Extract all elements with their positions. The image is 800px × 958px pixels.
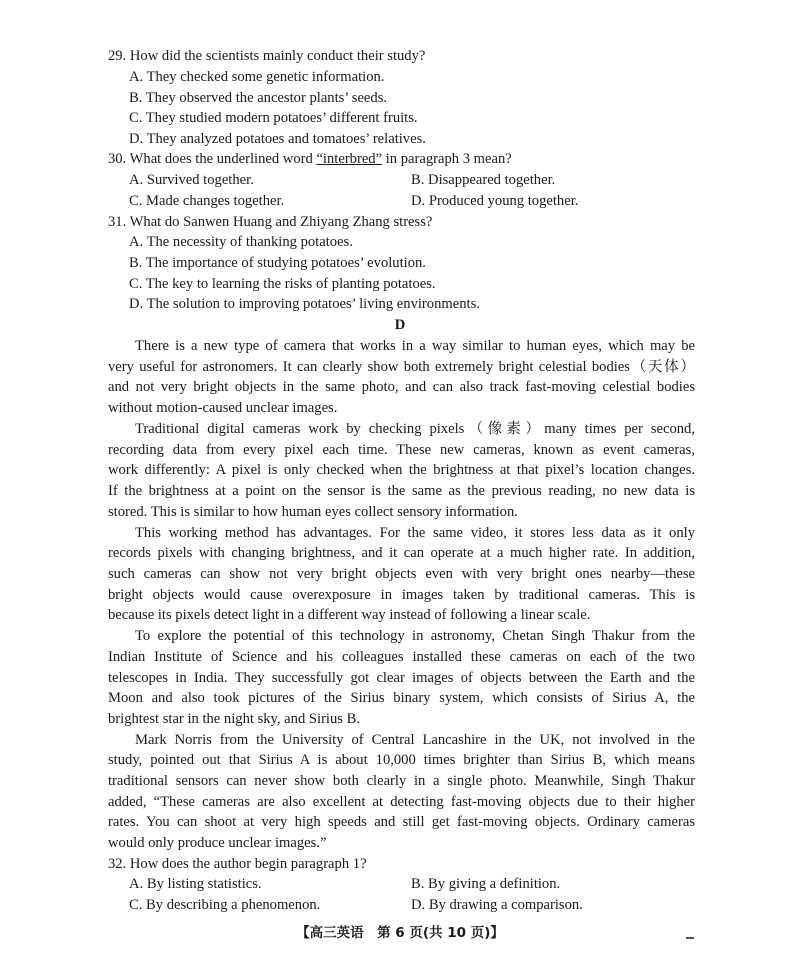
- passage-p1-line-4: without motion-caused unclear images.: [108, 400, 338, 416]
- passage-p3-line-4: bright objects would cause overexposure in images taken by traditional cameras. This is: [108, 587, 695, 603]
- passage-p5-line-5: rates. You can shoot at very high speeds and still get fast-moving objects. Ordinary cameras: [108, 814, 695, 830]
- option-30-c: C. Made changes together.: [129, 193, 285, 209]
- section-title: D: [394, 317, 406, 333]
- passage-p4-line-4: Moon and also took pictures of the Sirius binary system, which consists of Sirius A, the: [108, 690, 695, 706]
- page-footer: 【高三英语 第 6 页(共 10 页)】: [296, 925, 504, 941]
- passage-p3-line-5: because its pixels detect light in a different way instead of following a linear scale.: [108, 607, 591, 623]
- passage-p1-line-2: very useful for astronomers. It can clearly show both extremely bright celestial bodies（天体）: [108, 359, 695, 375]
- corner-mark: [686, 937, 694, 939]
- passage-p3-line-3: such cameras can show not very bright objects even with very bright ones nearby—these: [108, 566, 695, 582]
- option-31-d: D. The solution to improving potatoes’ living environments.: [129, 296, 480, 312]
- passage-p5-line-4: added, “These cameras are also excellent at detecting fast-moving objects due to their higher: [108, 794, 695, 810]
- passage-p5-line-6: would only produce unclear images.”: [108, 835, 327, 851]
- option-32-d: D. By drawing a comparison.: [411, 897, 583, 913]
- passage-p5-line-1: Mark Norris from the University of Central Lancashire in the UK, not involved in the: [135, 732, 695, 748]
- passage-p4-line-1: To explore the potential of this technology in astronomy, Chetan Singh Thakur from the: [135, 628, 695, 644]
- option-29-b: B. They observed the ancestor plants’ seeds.: [129, 90, 388, 106]
- question-31: 31. What do Sanwen Huang and Zhiyang Zhang stress?: [108, 214, 433, 230]
- passage-p2-line-1: Traditional digital cameras work by checking pixels（像素）many times per second,: [135, 421, 695, 437]
- passage-p4-line-3: telescopes in India. They successfully got clear images of objects between the Earth and the: [108, 670, 695, 686]
- question-30-text-post: in paragraph 3 mean?: [382, 151, 512, 167]
- question-30-text-pre: 30. What does the underlined word: [108, 151, 317, 167]
- passage-p5-line-2: study, pointed out that Sirius A is about 10,000 times brighter than Sirius B, which means: [108, 752, 695, 768]
- passage-p5-line-3: traditional sensors can never show both clearly in a single photo. Meanwhile, Singh Thakur: [108, 773, 695, 789]
- passage-p2-line-4: If the brightness at a point on the sensor is the same as the previous reading, no new data is: [108, 483, 695, 499]
- question-32: 32. How does the author begin paragraph 1?: [108, 856, 367, 872]
- option-30-a: A. Survived together.: [129, 172, 254, 188]
- option-32-c: C. By describing a phenomenon.: [129, 897, 321, 913]
- passage-p4-line-5: brightest star in the night sky, and Sirius B.: [108, 711, 360, 727]
- option-32-b: B. By giving a definition.: [411, 876, 561, 892]
- passage-p1-line-3: and not very bright objects in the same photo, and can also track fast-moving celestial bodies: [108, 379, 695, 395]
- passage-p3-line-1: This working method has advantages. For the same video, it stores less data as it only: [135, 525, 695, 541]
- option-29-a: A. They checked some genetic information.: [129, 69, 385, 85]
- option-31-a: A. The necessity of thanking potatoes.: [129, 234, 353, 250]
- option-31-c: C. The key to learning the risks of planting potatoes.: [129, 276, 436, 292]
- passage-p2-line-3: work differently: A pixel is only checked when the brightness at that pixel’s location changes.: [108, 462, 695, 478]
- option-29-d: D. They analyzed potatoes and tomatoes’ relatives.: [129, 131, 426, 147]
- option-30-b: B. Disappeared together.: [411, 172, 556, 188]
- passage-p1-line-1: There is a new type of camera that works in a way similar to human eyes, which may be: [135, 338, 695, 354]
- option-32-a: A. By listing statistics.: [129, 876, 262, 892]
- question-29: 29. How did the scientists mainly conduct their study?: [108, 48, 426, 64]
- question-30-word: “interbred”: [316, 151, 383, 167]
- passage-p3-line-2: records pixels with changing brightness, and it can operate at a much higher rate. In addition,: [108, 545, 695, 561]
- passage-p2-line-2: recording data from every pixel each time. These new cameras, known as event cameras,: [108, 442, 695, 458]
- passage-p2-line-5: stored. This is similar to how human eyes collect sensory information.: [108, 504, 518, 520]
- passage-p4-line-2: Indian Institute of Science and his colleagues installed these cameras on each of the two: [108, 649, 695, 665]
- option-31-b: B. The importance of studying potatoes’ evolution.: [129, 255, 426, 271]
- option-29-c: C. They studied modern potatoes’ different fruits.: [129, 110, 418, 126]
- option-30-d: D. Produced young together.: [411, 193, 579, 209]
- question-30: [108, 149, 512, 169]
